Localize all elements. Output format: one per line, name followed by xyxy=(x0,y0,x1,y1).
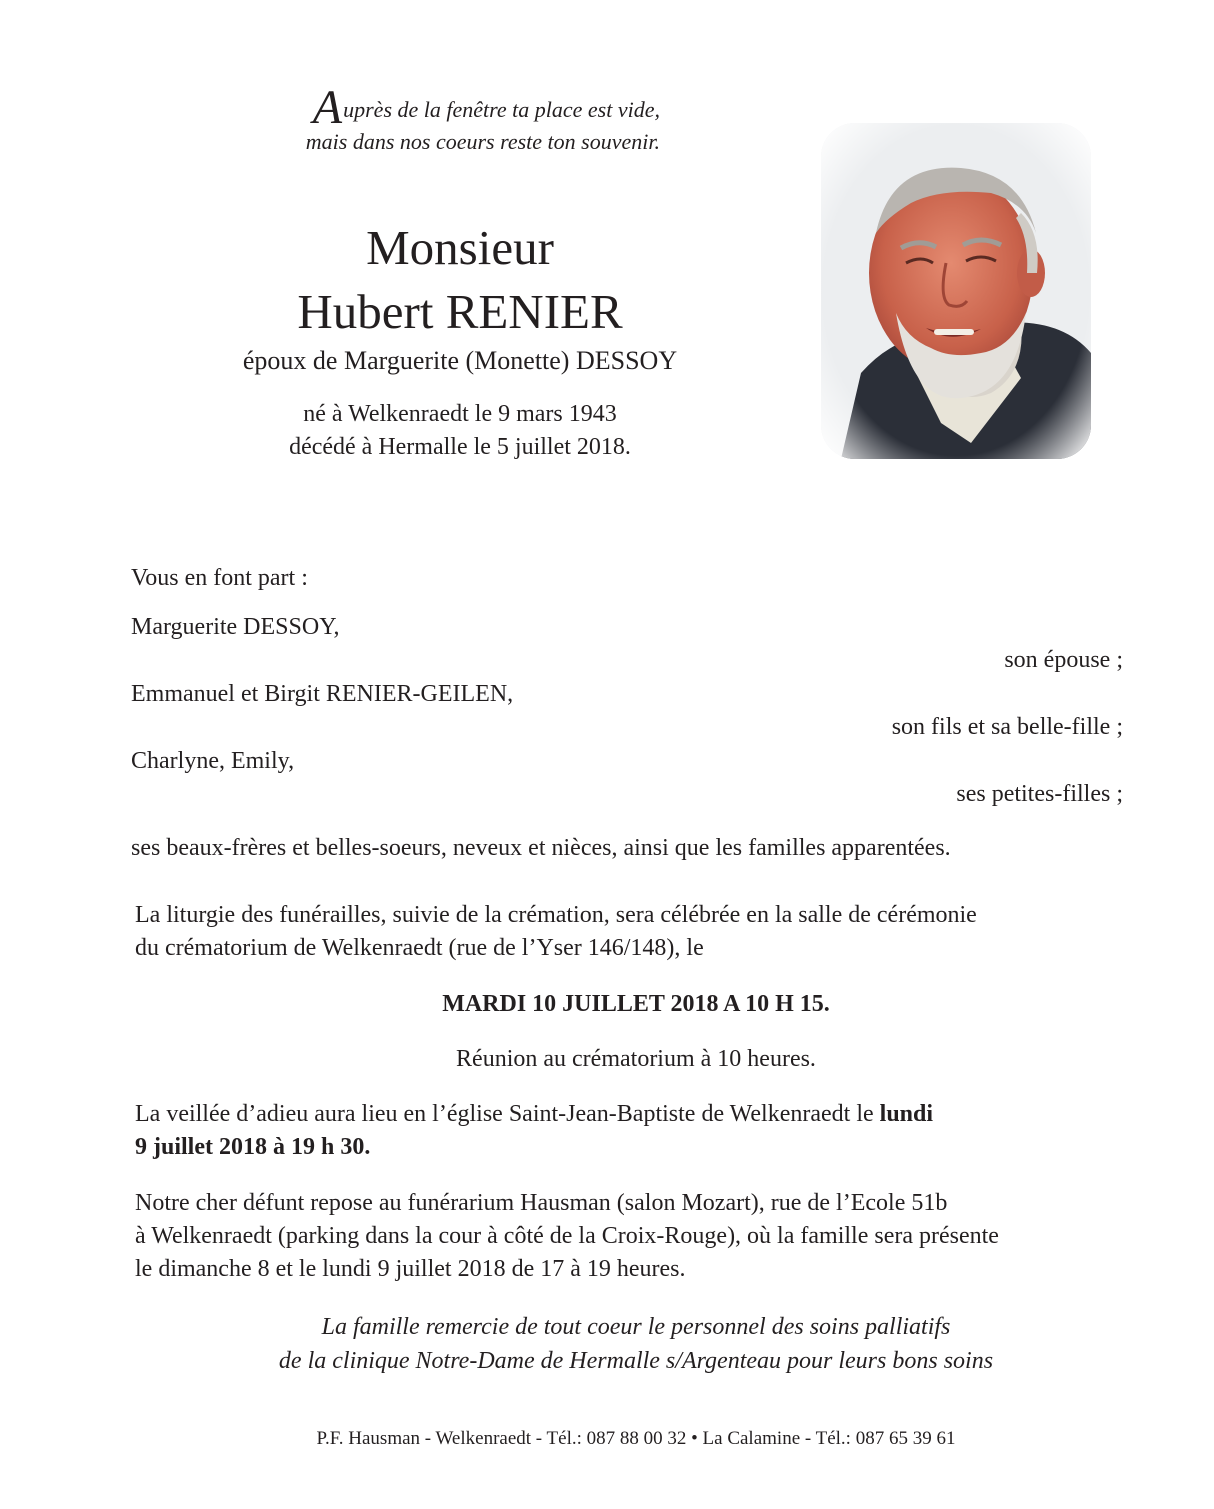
ceremony-line-2: du crématorium de Welkenraedt (rue de l’Yser 146/148), le xyxy=(135,935,704,961)
family-member-name: Emmanuel et Birgit RENIER-GEILEN, xyxy=(131,681,514,707)
family-intro: Vous en font part : xyxy=(131,565,308,591)
family-others: ses beaux-frères et belles-soeurs, neveux et nièces, ainsi que les familles apparentées. xyxy=(131,835,951,861)
life-dates xyxy=(200,398,720,464)
ceremony-meeting: Réunion au crématorium à 10 heures. xyxy=(456,1046,816,1072)
rest-line-2: à Welkenraedt (parking dans la cour à côté de la Croix-Rouge), où la famille sera présente xyxy=(135,1223,999,1249)
thanks-message xyxy=(100,1310,1172,1378)
family-member-relation: son fils et sa belle-fille ; xyxy=(891,714,1123,740)
birth-line: né à Welkenraedt le 9 mars 1943 xyxy=(303,401,617,427)
rest-paragraph xyxy=(135,1187,1145,1286)
deceased-name: Hubert RENIER xyxy=(297,284,623,339)
portrait-photo xyxy=(821,123,1091,459)
poem-line-1-text: uprès de la fenêtre ta place est vide, xyxy=(343,97,660,122)
ceremony-line-1: La liturgie des funérailles, suivie de la crémation, sera célébrée en la salle de cérémonie xyxy=(135,902,977,928)
vigil-day: lundi xyxy=(879,1101,934,1127)
thanks-line-1: La famille remercie de tout coeur le personnel des soins palliatifs xyxy=(321,1314,951,1340)
ceremony-paragraph xyxy=(135,899,1145,965)
vigil-datetime: 9 juillet 2018 à 19 h 30. xyxy=(135,1134,371,1160)
death-line: décédé à Hermalle le 5 juillet 2018. xyxy=(289,434,631,460)
spouse-line: époux de Marguerite (Monette) DESSOY xyxy=(242,346,678,375)
thanks-line-2: de la clinique Notre-Dame de Hermalle s/Argenteau pour leurs bons soins xyxy=(278,1348,994,1374)
poem-dropcap: A xyxy=(312,81,343,134)
poem-line-2: mais dans nos coeurs reste ton souvenir. xyxy=(305,129,660,154)
portrait-illustration xyxy=(821,123,1091,459)
rest-line-1: Notre cher défunt repose au funérarium Hausman (salon Mozart), rue de l’Ecole 51b xyxy=(135,1190,948,1216)
vigil-line-1 xyxy=(135,1098,1145,1131)
family-member-relation: son épouse ; xyxy=(1004,647,1123,673)
family-member-name: Charlyne, Emily, xyxy=(131,748,295,774)
poem xyxy=(200,81,660,158)
poem-line-1 xyxy=(200,81,660,134)
honorific: Monsieur xyxy=(366,220,554,275)
rest-line-3: le dimanche 8 et le lundi 9 juillet 2018 de 17 à 19 heures. xyxy=(135,1256,686,1282)
family-member-relation: ses petites-filles ; xyxy=(956,781,1123,807)
vigil-text: La veillée d’adieu aura lieu en l’église Saint-Jean-Baptiste de Welkenraedt le xyxy=(135,1101,880,1127)
vigil-paragraph xyxy=(135,1098,1145,1164)
ceremony-datetime: MARDI 10 JUILLET 2018 A 10 H 15. xyxy=(442,991,830,1017)
funeral-home-footer: P.F. Hausman - Welkenraedt - Tél.: 087 88 00 32 • La Calamine - Tél.: 087 65 39 61 xyxy=(316,1428,956,1449)
family-member-name: Marguerite DESSOY, xyxy=(131,614,340,640)
